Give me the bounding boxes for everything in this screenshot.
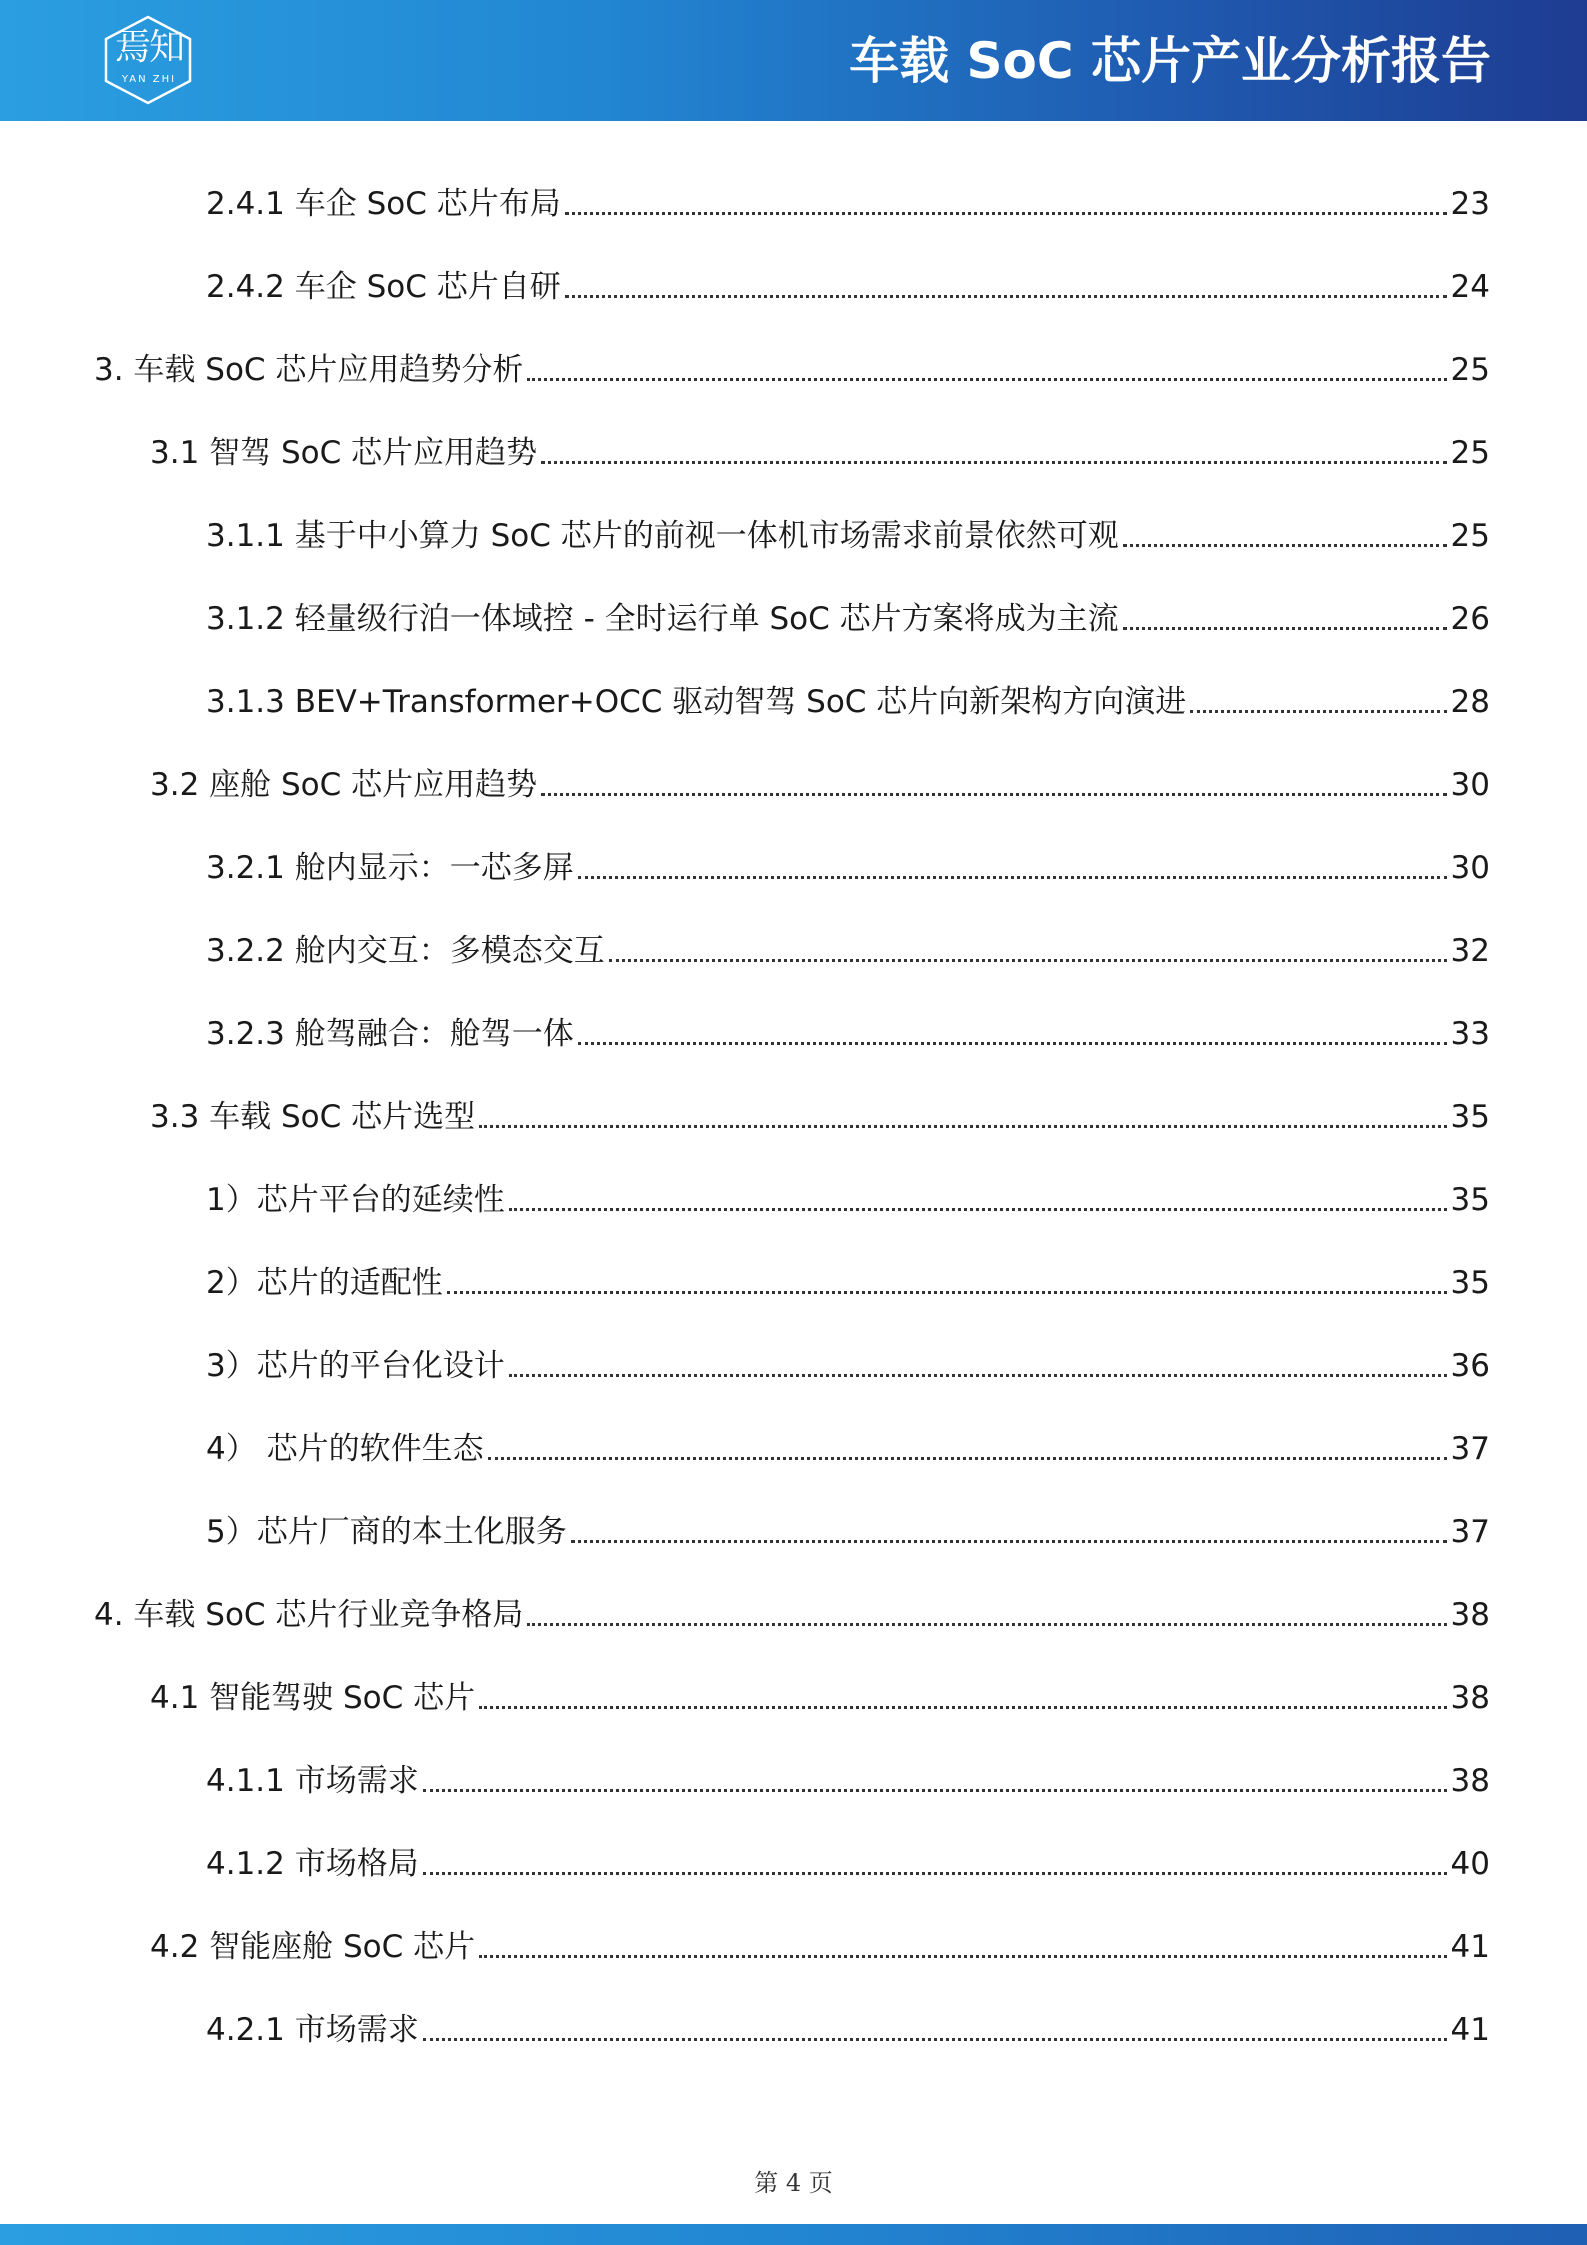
toc-entry[interactable] (206, 259, 1490, 311)
toc-leader-dots (541, 793, 1446, 796)
toc-entry-title: 5）芯片厂商的本土化服务 (206, 1514, 567, 1550)
toc-entry-title: 4） 芯片的软件生态 (206, 1431, 484, 1467)
toc-entry-page: 35 (1450, 1265, 1490, 1301)
toc-leader-dots (541, 461, 1446, 464)
toc-entry-title: 3.1 智驾 SoC 芯片应用趋势 (150, 435, 538, 471)
toc-entry[interactable] (206, 591, 1490, 643)
toc-entry[interactable] (206, 923, 1490, 975)
toc-entry-page: 37 (1450, 1431, 1490, 1467)
toc-entry-title: 2.4.2 车企 SoC 芯片自研 (206, 269, 561, 305)
toc-entry-page: 35 (1450, 1182, 1490, 1218)
toc-leader-dots (527, 1623, 1446, 1626)
toc-leader-dots (1123, 627, 1447, 630)
toc-entry-title: 3.2.1 舱内显示：一芯多屏 (206, 850, 574, 886)
toc-entry[interactable] (206, 1255, 1490, 1307)
toc-entry[interactable] (206, 1836, 1490, 1888)
toc-entry[interactable] (206, 1172, 1490, 1224)
toc-entry[interactable] (150, 757, 1490, 809)
logo-text: 焉知 (114, 27, 183, 68)
toc-entry-page: 28 (1450, 684, 1490, 720)
toc-leader-dots (479, 1706, 1446, 1709)
toc-entry[interactable] (150, 1670, 1490, 1722)
toc-entry[interactable] (150, 425, 1490, 477)
toc-entry[interactable] (150, 1919, 1490, 1971)
toc-entry-page: 37 (1450, 1514, 1490, 1550)
toc-entry[interactable] (206, 840, 1490, 892)
toc-entry-title: 4.1.1 市场需求 (206, 1763, 419, 1799)
toc-entry-title: 4.1 智能驾驶 SoC 芯片 (150, 1680, 476, 1716)
toc-entry-title: 2）芯片的适配性 (206, 1265, 443, 1301)
toc-entry-title: 4.1.2 市场格局 (206, 1846, 419, 1882)
toc-leader-dots (578, 876, 1447, 879)
toc-entry-title: 3.1.3 BEV+Transformer+OCC 驱动智驾 SoC 芯片向新架构方向演进 (206, 684, 1187, 720)
toc-entry[interactable] (206, 1006, 1490, 1058)
toc-entry-title: 3.1.2 轻量级行泊一体域控 - 全时运行单 SoC 芯片方案将成为主流 (206, 601, 1119, 637)
toc-entry-page: 41 (1450, 1929, 1490, 1965)
toc-entry[interactable] (206, 1504, 1490, 1556)
toc-entry[interactable] (94, 1587, 1490, 1639)
toc-entry-title: 2.4.1 车企 SoC 芯片布局 (206, 186, 561, 222)
toc-entry-page: 25 (1450, 352, 1490, 388)
toc-entry-title: 3.2.2 舱内交互：多模态交互 (206, 933, 605, 969)
toc-leader-dots (509, 1208, 1447, 1211)
toc-entry-title: 4. 车载 SoC 芯片行业竞争格局 (94, 1597, 524, 1633)
toc-leader-dots (509, 1374, 1447, 1377)
toc-entry-page: 26 (1450, 601, 1490, 637)
toc-entry[interactable] (206, 2002, 1490, 2054)
toc-entry-page: 41 (1450, 2012, 1490, 2048)
toc-leader-dots (571, 1540, 1447, 1543)
toc-entry-page: 23 (1450, 186, 1490, 222)
toc-entry-title: 3.3 车载 SoC 芯片选型 (150, 1099, 476, 1135)
logo-subtitle: YAN ZHI (121, 74, 177, 85)
toc-leader-dots (1123, 544, 1447, 547)
toc-entry-page: 36 (1450, 1348, 1490, 1384)
toc-entry-page: 35 (1450, 1099, 1490, 1135)
toc-leader-dots (479, 1955, 1446, 1958)
toc-entry-page: 38 (1450, 1597, 1490, 1633)
toc-leader-dots (423, 1872, 1447, 1875)
toc-entry-page: 38 (1450, 1680, 1490, 1716)
yanzhi-logo (100, 14, 196, 106)
toc-entry-page: 25 (1450, 435, 1490, 471)
toc-leader-dots (609, 959, 1447, 962)
report-title: 车载 SoC 芯片产业分析报告 (849, 32, 1491, 90)
toc-entry-title: 3）芯片的平台化设计 (206, 1348, 505, 1384)
toc-entry[interactable] (206, 674, 1490, 726)
page-number: 第 4 页 (754, 2169, 833, 2197)
toc-entry-title: 3.1.1 基于中小算力 SoC 芯片的前视一体机市场需求前景依然可观 (206, 518, 1119, 554)
toc-leader-dots (423, 2038, 1447, 2041)
toc-leader-dots (578, 1042, 1447, 1045)
toc-leader-dots (1190, 710, 1446, 713)
toc-entry-title: 4.2 智能座舱 SoC 芯片 (150, 1929, 476, 1965)
toc-entry-title: 3.2 座舱 SoC 芯片应用趋势 (150, 767, 538, 803)
toc-entry[interactable] (206, 176, 1490, 228)
footer-bar (0, 2224, 1587, 2245)
toc-entry-page: 25 (1450, 518, 1490, 554)
toc-entry[interactable] (206, 1753, 1490, 1805)
toc-entry-title: 1）芯片平台的延续性 (206, 1182, 505, 1218)
toc-leader-dots (565, 212, 1447, 215)
toc-entry-title: 3. 车载 SoC 芯片应用趋势分析 (94, 352, 524, 388)
toc-entry-title: 3.2.3 舱驾融合：舱驾一体 (206, 1016, 574, 1052)
toc-entry-page: 30 (1450, 850, 1490, 886)
toc-leader-dots (447, 1291, 1447, 1294)
toc-entry[interactable] (150, 1089, 1490, 1141)
toc-entry-page: 33 (1450, 1016, 1490, 1052)
toc-entry[interactable] (206, 1421, 1490, 1473)
toc-leader-dots (423, 1789, 1447, 1792)
report-header (0, 0, 1587, 121)
toc-entry-page: 24 (1450, 269, 1490, 305)
toc-leader-dots (527, 378, 1446, 381)
toc-entry-title: 4.2.1 市场需求 (206, 2012, 419, 2048)
toc-entry-page: 38 (1450, 1763, 1490, 1799)
toc-entry-page: 40 (1450, 1846, 1490, 1882)
toc-leader-dots (479, 1125, 1446, 1128)
toc-entry[interactable] (206, 1338, 1490, 1390)
toc-entry-page: 32 (1450, 933, 1490, 969)
toc-leader-dots (488, 1457, 1447, 1460)
toc-entry-page: 30 (1450, 767, 1490, 803)
toc-entry[interactable] (94, 342, 1490, 394)
toc-entry[interactable] (206, 508, 1490, 560)
toc-leader-dots (565, 295, 1447, 298)
